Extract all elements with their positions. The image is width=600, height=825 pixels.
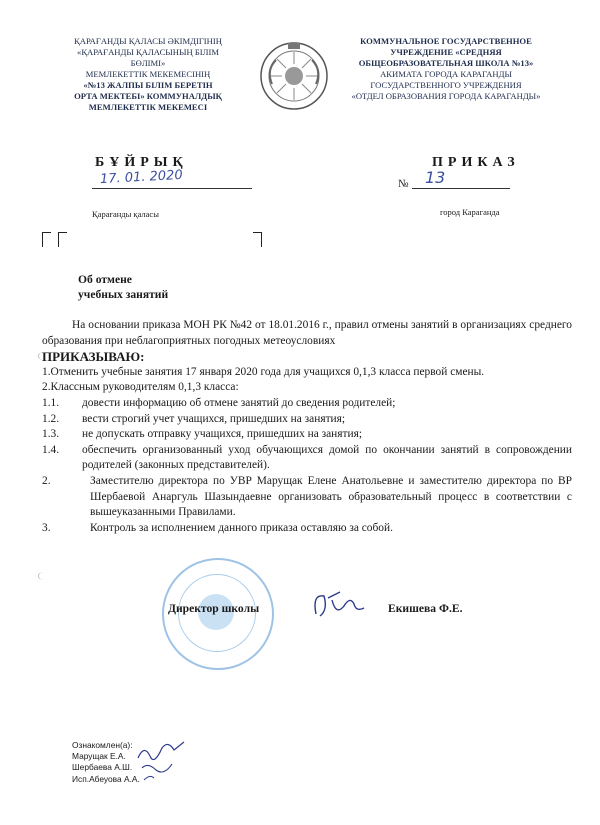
handwritten-number: 13	[425, 168, 446, 187]
order-body	[42, 318, 572, 536]
bracket-mark	[58, 232, 67, 247]
sub-item-number: 1.2.	[42, 412, 60, 425]
state-emblem-icon	[258, 40, 330, 112]
city-kazakh: Қарағанды қаласы	[92, 209, 159, 219]
header-left-line: ҚАРАҒАНДЫ ҚАЛАСЫ ӘКІМДІГІНІҢ	[74, 36, 222, 46]
subject-line: Об отмене	[78, 273, 132, 286]
order-item-text: Контроль за исполнением данного приказа оставляю за собой.	[90, 521, 393, 534]
city-russian: город Караганда	[440, 207, 500, 217]
signatory-name: Екишева Ф.Е.	[388, 602, 463, 615]
acknowledged-person: Исп.Абеуова А.А.	[72, 773, 140, 784]
header-left-line: МЕМЛЕКЕТТІК МЕКЕМЕСІ	[88, 102, 208, 112]
sub-item-text: обеспечить организованный уход обучающихся домой по окончании занятий в сопровождении родителей (законных представителей).	[82, 443, 572, 472]
header-left-line: «№13 ЖАЛПЫ БІЛІМ БЕРЕТІН	[83, 80, 213, 90]
sub-item-text: довести информацию об отмене занятий до сведения родителей;	[82, 396, 396, 409]
header-right-line: ГОСУДАРСТВЕННОГО УЧРЕЖДЕНИЯ	[370, 80, 522, 90]
header-right-line: «ОТДЕЛ ОБРАЗОВАНИЯ ГОРОДА КАРАГАНДЫ»	[351, 91, 541, 101]
number-underline	[412, 188, 510, 189]
sub-item	[42, 396, 572, 412]
signatory-title: Директор школы	[168, 602, 260, 615]
sub-item-text: вести строгий учет учащихся, пришедших на занятия;	[82, 412, 346, 425]
sub-item	[42, 427, 572, 443]
number-label: №	[398, 178, 409, 190]
sub-item	[42, 443, 572, 474]
body-intro: На основании приказа МОН РК №42 от 18.01.2016 г., правил отмены занятий в организациях среднего образования при неблагоприятных погодных метеоусловиях	[42, 319, 572, 347]
acknowledgement-block	[72, 740, 140, 785]
header-left-line: «ҚАРАҒАНДЫ ҚАЛАСЫНЫҢ БІЛІМ	[77, 47, 219, 57]
header-right-line: КОММУНАЛЬНОЕ ГОСУДАРСТВЕННОЕ	[360, 36, 532, 46]
bracket-mark	[42, 232, 51, 247]
header-left-line: ОРТА МЕКТЕБІ» КОММУНАЛДЫҚ	[74, 91, 222, 101]
order-item-number: 2.	[42, 474, 51, 487]
header-russian	[330, 36, 562, 102]
director-signature-icon	[310, 586, 370, 626]
order-item-number: 3.	[42, 521, 51, 534]
body-paragraph: 1.Отменить учебные занятия 17 января 2020 года для учащихся 0,1,3 класса первой смены.	[42, 365, 485, 378]
header-right-line: АКИМАТА ГОРОДА КАРАГАНДЫ	[380, 69, 512, 79]
handwritten-date: 17. 01. 2020	[99, 167, 184, 188]
header-left-line: МЕМЛЕКЕТТІК МЕКЕМЕСІНІҢ	[85, 69, 211, 79]
acknowledged-person: Марущак Е.А.	[72, 751, 126, 762]
order-item	[42, 521, 572, 537]
acknowledgement-label: Ознакомлен(а):	[72, 740, 133, 750]
order-item-text: Заместителю директора по УВР Марущак Елене Анатольевне и заместителю директора по ВР Шербаевой Анаргуль Шазындаевне организовать образовательный процесс в соответствии с вышеуказанными Правилами.	[90, 474, 572, 519]
sub-item-text: не допускать отправку учащихся, пришедших на занятия;	[82, 428, 362, 441]
sub-item-number: 1.1.	[42, 396, 60, 409]
date-underline	[92, 188, 252, 189]
acknowledgement-signatures-icon	[134, 736, 194, 782]
header-right-line: УЧРЕЖДЕНИЕ «СРЕДНЯЯ	[390, 47, 502, 57]
order-subject	[78, 272, 168, 302]
header-right-line: ОБЩЕОБРАЗОВАТЕЛЬНАЯ ШКОЛА №13»	[358, 58, 534, 68]
header-kazakh	[48, 36, 248, 113]
acknowledged-person: Шербаева А.Ш.	[72, 762, 133, 773]
bracket-mark	[253, 232, 262, 247]
sub-item-number: 1.3.	[42, 428, 60, 441]
punch-mark	[38, 572, 49, 580]
subject-line: учебных занятий	[78, 288, 169, 301]
doc-title-russian: ПРИКАЗ	[432, 155, 520, 170]
order-word: ПРИКАЗЫВАЮ:	[42, 349, 145, 365]
doc-title-kazakh: БҰЙРЫҚ	[95, 155, 188, 170]
sub-item	[42, 412, 572, 428]
body-paragraph: 2.Классным руководителям 0,1,3 класса:	[42, 381, 239, 394]
order-item	[42, 474, 572, 521]
header-left-line: БӨЛІМІ»	[130, 58, 166, 68]
sub-item-number: 1.4.	[42, 443, 60, 456]
